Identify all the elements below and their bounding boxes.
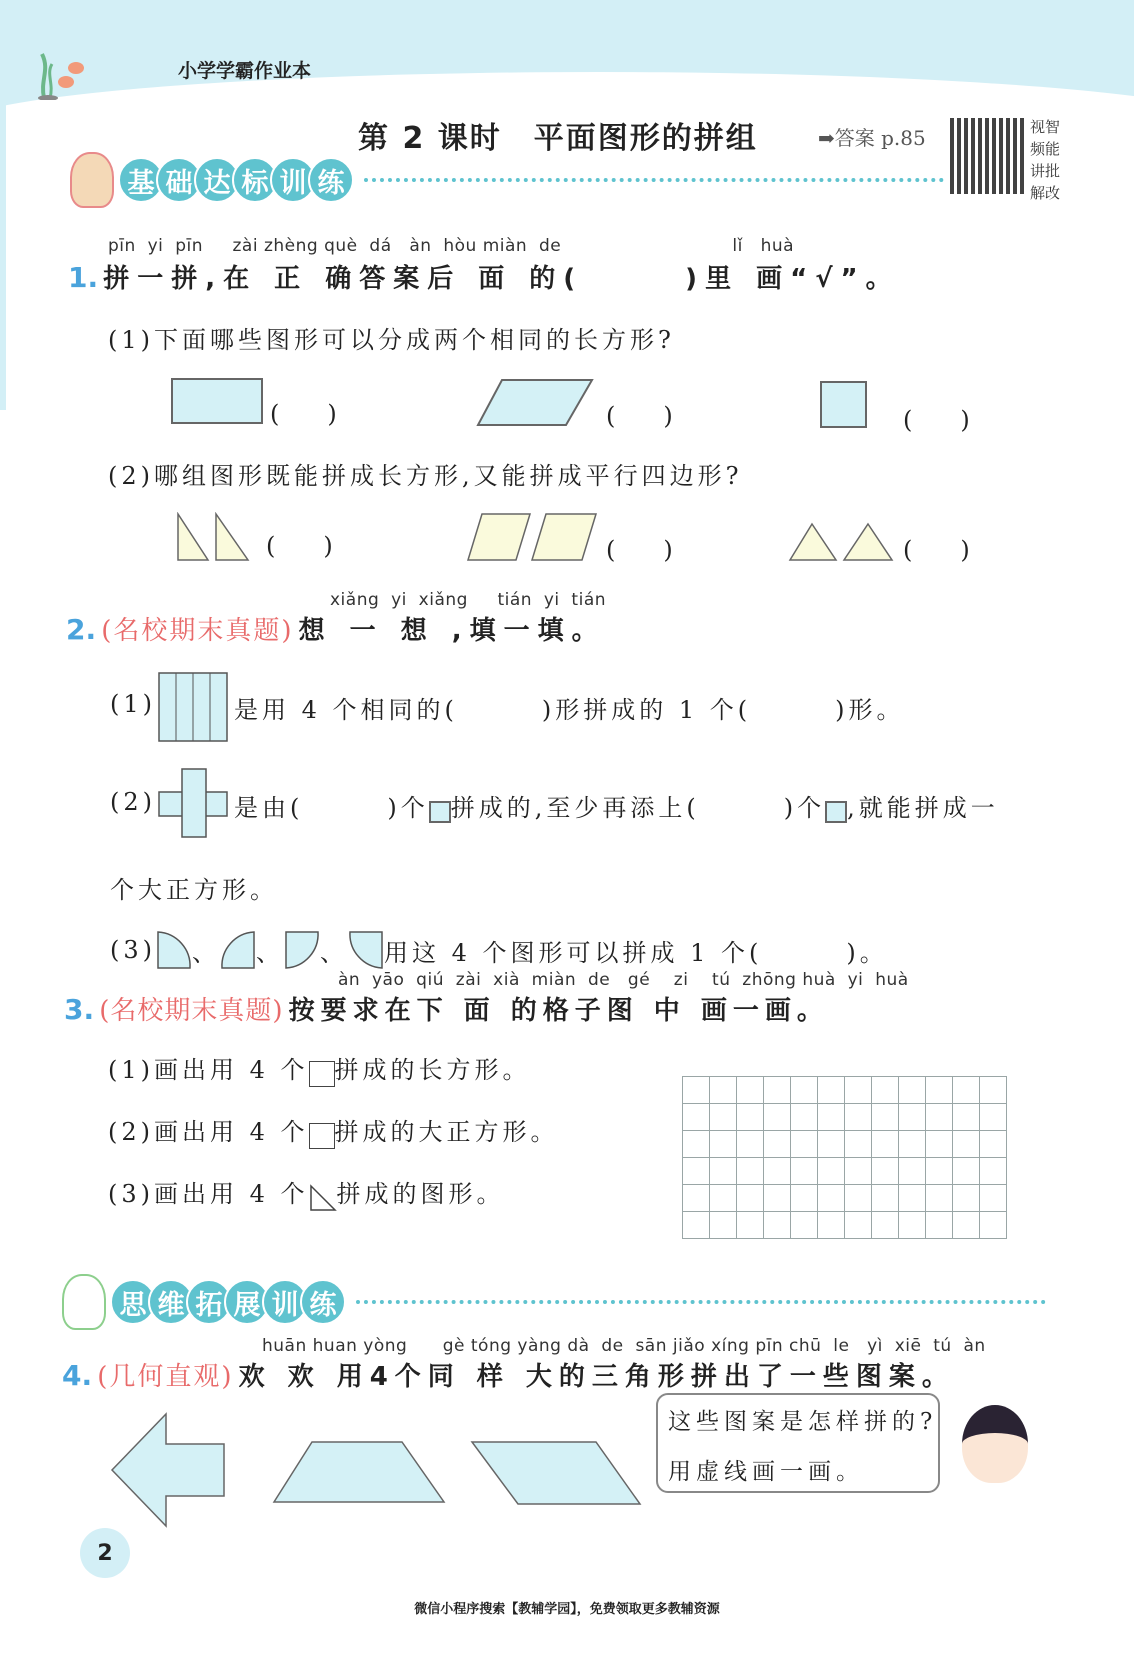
dotted-divider (364, 178, 944, 182)
section-banner-extend (62, 1274, 1046, 1330)
grid-cell[interactable] (683, 1077, 710, 1104)
girl-avatar-icon (962, 1405, 1028, 1483)
separator: 、 (320, 938, 348, 967)
grid-cell[interactable] (737, 1212, 764, 1239)
q2-sub3-line (110, 930, 888, 970)
quarter-circle-shape (348, 930, 384, 970)
grid-cell[interactable] (764, 1077, 791, 1104)
grid-cell[interactable] (926, 1212, 953, 1239)
q3-item-3 (108, 1174, 505, 1212)
q1-sub1-text: (1)下面哪些图形可以分成两个相同的长方形? (108, 326, 675, 354)
grid-cell[interactable] (926, 1077, 953, 1104)
grid-cell[interactable] (791, 1131, 818, 1158)
grid-cell[interactable] (791, 1077, 818, 1104)
grid-cell[interactable] (899, 1212, 926, 1239)
q2-sub2-part-c: ,就能拼成一 (847, 794, 999, 822)
grid-cell[interactable] (953, 1185, 980, 1212)
banner-char: 展 (224, 1279, 270, 1325)
square-icon (309, 1061, 335, 1087)
q2-sub2-part-a: 是由( )个 (234, 794, 429, 822)
q1-sub2-text: (2)哪组图形既能拼成长方形,又能拼成平行四边形? (108, 462, 743, 490)
parallelogram-pattern-shape (470, 1440, 644, 1508)
parallelograms-pair (466, 512, 598, 562)
grid-cell[interactable] (980, 1212, 1007, 1239)
quarter-circle-shape (156, 930, 192, 970)
banner-char: 基 (118, 157, 164, 203)
grid-cell[interactable] (818, 1131, 845, 1158)
q4-pinyin: huān huan yòng gè tóng yàng dà de sān jiǎo xíng pīn chū le yì xiē tú àn (262, 1336, 986, 1356)
grid-cell[interactable] (818, 1077, 845, 1104)
banner-char: 维 (148, 1279, 194, 1325)
quarter-circle-shape (220, 930, 256, 970)
grid-cell[interactable] (899, 1104, 926, 1131)
square-shape (820, 381, 867, 428)
grid-cell[interactable] (980, 1077, 1007, 1104)
item-label: (3)画出用 4 个 (108, 1180, 309, 1208)
question-text: 欢 欢 用4个同 样 大的三角形拼出了一些图案。 (238, 1362, 955, 1392)
question-number: 1. (68, 261, 99, 294)
cross-shape (158, 768, 230, 840)
question-number: 4. (62, 1359, 93, 1392)
grid-cell[interactable] (818, 1212, 845, 1239)
question-1 (68, 258, 900, 295)
quarter-circle-shape (284, 930, 320, 970)
grid-cell[interactable] (899, 1131, 926, 1158)
question-source-tag: (名校期末真题) (99, 996, 284, 1026)
lesson-title: 第 2 课时 平面图形的拼组 (358, 121, 758, 156)
banner-char: 练 (308, 157, 354, 203)
footer-note: 微信小程序搜索【教辅学园】，免费领取更多教辅资源 (414, 1602, 720, 1617)
seaweed-fish-icon (36, 50, 96, 100)
banner-char: 训 (262, 1279, 308, 1325)
grid-cell[interactable] (953, 1212, 980, 1239)
q2-sub2-line (234, 788, 999, 823)
grid-cell[interactable] (980, 1185, 1007, 1212)
grid-cell[interactable] (818, 1104, 845, 1131)
grid-cell[interactable] (953, 1077, 980, 1104)
grid-cell[interactable] (872, 1131, 899, 1158)
grid-cell[interactable] (737, 1131, 764, 1158)
answer-reference-link[interactable]: ➡答案 p.85 (818, 126, 926, 150)
grid-cell[interactable] (764, 1158, 791, 1185)
book-title: 小学学霸作业本 (178, 60, 312, 82)
banner-char: 训 (270, 157, 316, 203)
grid-cell[interactable] (791, 1212, 818, 1239)
q2-sub3-text: 用这 4 个图形可以拼成 1 个( )。 (384, 938, 888, 967)
grid-cell[interactable] (710, 1077, 737, 1104)
grid-cell[interactable] (926, 1131, 953, 1158)
question-2 (66, 610, 606, 647)
qr-code-icon[interactable] (950, 118, 1026, 194)
grid-cell[interactable] (764, 1131, 791, 1158)
grid-cell[interactable] (899, 1077, 926, 1104)
grid-cell[interactable] (683, 1185, 710, 1212)
grid-cell[interactable] (980, 1158, 1007, 1185)
parallelogram-shape (476, 378, 594, 428)
isosceles-triangles-pair (788, 522, 894, 562)
grid-cell[interactable] (926, 1104, 953, 1131)
grid-cell[interactable] (683, 1212, 710, 1239)
answer-blank[interactable]: ( ) (903, 536, 970, 564)
q1-pinyin: pīn yi pīn zài zhèng què dá àn hòu miàn de lǐ huà (108, 236, 795, 256)
q3-item-1 (108, 1050, 531, 1087)
grid-cell[interactable] (737, 1185, 764, 1212)
separator: 、 (192, 938, 220, 967)
grid-cell[interactable] (737, 1104, 764, 1131)
item-label: (1)画出用 4 个 (108, 1056, 309, 1084)
grid-cell[interactable] (710, 1104, 737, 1131)
grid-cell[interactable] (872, 1077, 899, 1104)
section-banner-basic (70, 152, 944, 208)
answer-blank[interactable]: ( ) (606, 536, 673, 564)
page-number: 2 (80, 1528, 130, 1578)
arrow-pattern-shape (110, 1412, 230, 1528)
four-strips-square (158, 672, 230, 742)
grid-cell[interactable] (872, 1185, 899, 1212)
answer-blank[interactable]: ( ) (606, 402, 673, 430)
answer-blank[interactable]: ( ) (270, 400, 337, 428)
question-3 (64, 990, 829, 1027)
banner-char: 拓 (186, 1279, 232, 1325)
grid-cell[interactable] (710, 1131, 737, 1158)
drawing-grid[interactable] (682, 1076, 1007, 1239)
grid-cell[interactable] (953, 1104, 980, 1131)
rabbit-mascot-icon (62, 1274, 106, 1330)
separator: 、 (256, 938, 284, 967)
right-triangles-pair (176, 512, 252, 562)
item-label: (2)画出用 4 个 (108, 1118, 309, 1146)
item-text: 拼成的图形。 (336, 1180, 505, 1208)
grid-cell[interactable] (710, 1185, 737, 1212)
grid-cell[interactable] (872, 1212, 899, 1239)
answer-blank[interactable]: ( ) (266, 532, 333, 560)
item-text: 拼成的长方形。 (334, 1056, 531, 1084)
question-text: 按要求在下 面 的格子图 中 画一画。 (288, 996, 829, 1026)
grid-cell[interactable] (980, 1131, 1007, 1158)
speech-line-2: 用虚线画一画。 (668, 1459, 864, 1485)
grid-cell[interactable] (818, 1185, 845, 1212)
grid-cell[interactable] (791, 1185, 818, 1212)
q2-sub1-text: 是用 4 个相同的( )形拼成的 1 个( )形。 (234, 696, 905, 724)
grid-cell[interactable] (926, 1158, 953, 1185)
small-square-icon (429, 801, 451, 823)
grid-cell[interactable] (872, 1158, 899, 1185)
grid-cell[interactable] (710, 1158, 737, 1185)
grid-cell[interactable] (953, 1158, 980, 1185)
speech-bubble (656, 1393, 940, 1493)
trapezoid-pattern-shape (272, 1440, 446, 1506)
banner-char: 达 (194, 157, 240, 203)
q3-pinyin: àn yāo qiú zài xià miàn de gé zi tú zhōng huà yi huà (338, 970, 909, 990)
cat-mascot-icon (70, 152, 114, 208)
grid-cell[interactable] (845, 1212, 872, 1239)
grid-cell[interactable] (683, 1104, 710, 1131)
grid-cell[interactable] (764, 1104, 791, 1131)
q2-sub2-label: (2) (110, 788, 156, 816)
answer-blank[interactable]: ( ) (903, 406, 970, 434)
grid-cell[interactable] (791, 1104, 818, 1131)
q2-sub1-label: (1) (110, 690, 156, 718)
grid-cell[interactable] (845, 1077, 872, 1104)
banner-char: 练 (300, 1279, 346, 1325)
q2-sub3-label: (3) (110, 936, 156, 964)
question-number: 3. (64, 993, 95, 1026)
grid-cell[interactable] (683, 1131, 710, 1158)
qr-label: 视智频能讲批解改 (1030, 118, 1061, 202)
dotted-divider (356, 1300, 1046, 1304)
question-source-tag: (几何直观) (97, 1362, 234, 1392)
grid-cell[interactable] (764, 1212, 791, 1239)
speech-line-1: 这些图案是怎样拼的? (668, 1409, 938, 1435)
small-square-icon (825, 801, 847, 823)
rectangle-shape (171, 378, 263, 424)
question-source-tag: (名校期末真题) (101, 616, 294, 646)
grid-cell[interactable] (872, 1104, 899, 1131)
grid-cell[interactable] (845, 1185, 872, 1212)
banner-char: 标 (232, 157, 278, 203)
grid-cell[interactable] (845, 1158, 872, 1185)
question-number: 2. (66, 613, 97, 646)
q2-sub2-continued: 个大正方形。 (110, 876, 278, 904)
q3-item-2 (108, 1112, 559, 1149)
q2-sub2-part-b: 拼成的,至少再添上( )个 (450, 794, 826, 822)
square-icon (309, 1123, 335, 1149)
q2-pinyin: xiǎng yi xiǎng tián yi tián (330, 590, 607, 610)
banner-char: 思 (110, 1279, 156, 1325)
grid-cell[interactable] (899, 1158, 926, 1185)
grid-cell[interactable] (791, 1158, 818, 1185)
grid-cell[interactable] (737, 1158, 764, 1185)
item-text: 拼成的大正方形。 (334, 1118, 559, 1146)
grid-cell[interactable] (953, 1131, 980, 1158)
grid-cell[interactable] (845, 1104, 872, 1131)
grid-cell[interactable] (845, 1131, 872, 1158)
grid-cell[interactable] (737, 1077, 764, 1104)
banner-char: 础 (156, 157, 202, 203)
grid-cell[interactable] (926, 1185, 953, 1212)
grid-cell[interactable] (899, 1185, 926, 1212)
question-text: 想 一 想 ,填一填。 (298, 616, 606, 646)
question-text: 拼一拼,在 正 确答案后 面 的( )里 画“√”。 (103, 264, 900, 294)
question-4 (62, 1356, 955, 1393)
grid-cell[interactable] (710, 1212, 737, 1239)
grid-cell[interactable] (818, 1158, 845, 1185)
left-edge-band (0, 90, 6, 410)
right-triangle-icon (309, 1184, 337, 1212)
grid-cell[interactable] (683, 1158, 710, 1185)
grid-cell[interactable] (764, 1185, 791, 1212)
grid-cell[interactable] (980, 1104, 1007, 1131)
